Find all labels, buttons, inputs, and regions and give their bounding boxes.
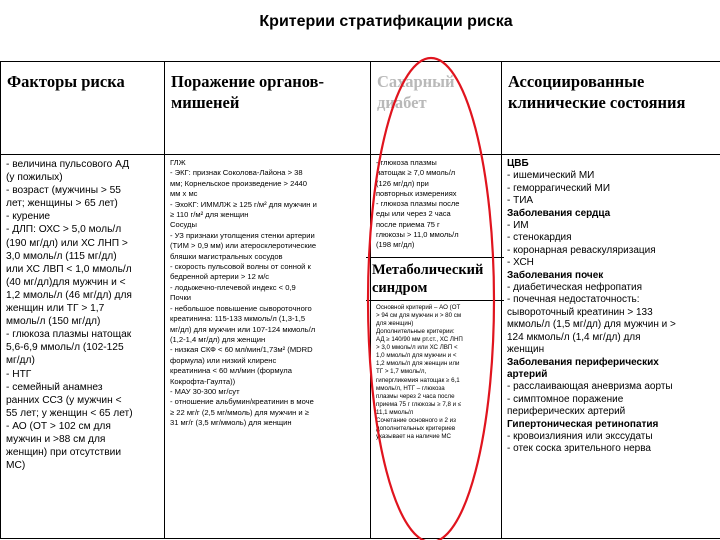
- target-organ-line: формула) или низкий клиренс: [170, 355, 277, 365]
- clinical-condition-line: - ишемический МИ: [507, 170, 595, 182]
- clinical-condition-line: сывороточный креатинин > 133: [507, 306, 653, 318]
- clinical-condition-line: - коронарная реваскуляризация: [507, 244, 656, 256]
- risk-factor-line: (у пожилых): [6, 172, 63, 184]
- risk-factor-line: лет; женщины > 65 лет): [6, 198, 118, 210]
- risk-factor-line: - ДЛП: ОХС > 5,0 моль/л: [6, 224, 122, 236]
- header-target-organs: Поражение органов-мишеней: [171, 72, 324, 112]
- metabolic-criterion-line: ммоль/л, НТГ – глюкоза: [376, 384, 445, 392]
- risk-factor-line: 5,6-6,9 ммоль/л (102-125: [6, 342, 124, 354]
- risk-factor-line: 55 лет; у женщин < 65 лет): [6, 407, 133, 419]
- clinical-condition-line: Гипертоническая ретинопатия: [507, 418, 659, 430]
- metabolic-criterion-line: 1,0 ммоль/л для мужчин и <: [376, 352, 457, 360]
- target-organ-line: 31 мг/г (3,5 мг/ммоль) для женщин: [170, 418, 292, 428]
- risk-factor-line: - величина пульсового АД: [6, 159, 130, 170]
- target-organ-line: - скорость пульсовой волны от сонной к: [170, 262, 311, 272]
- target-organ-line: - ЭКГ: признак Соколова-Лайона > 38: [170, 168, 303, 178]
- diabetes-criterion-line: глюкозы > 11,0 ммоль/л: [376, 230, 459, 240]
- target-organ-line: ГЛЖ: [170, 158, 186, 167]
- cell-diabetes: [371, 155, 502, 539]
- risk-factor-line: 1,2 ммоль/л (46 мг/дл) для: [6, 289, 132, 301]
- risk-factor-line: женщин или ТГ > 1,7: [6, 303, 105, 315]
- page-title: Критерии стратификации риска: [259, 13, 513, 30]
- clinical-condition-line: периферических артерий: [507, 406, 626, 418]
- risk-factor-line: - АО (ОТ > 102 см для: [6, 420, 111, 432]
- metabolic-criterion-line: > 94 см для мужчин и > 80 см: [376, 311, 462, 319]
- metabolic-syndrome-title: Метаболический синдром: [372, 261, 484, 296]
- clinical-condition-line: - геморрагический МИ: [507, 182, 611, 194]
- diabetes-criterion-line: после приема 75 г: [376, 219, 440, 229]
- header-cell-risk-factors: [1, 62, 165, 155]
- risk-factor-line: мужчин и >88 см для: [6, 433, 106, 445]
- diabetes-criterion-line: еды или через 2 часа: [376, 209, 451, 219]
- diabetes-criterion-line: - глюкоза плазмы: [376, 158, 437, 167]
- diabetes-criterion-line: (198 мг/дл): [376, 240, 415, 250]
- header-cell-diabetes: [371, 62, 502, 155]
- target-organ-line: (1,2-1,4 мг/дл) для женщин: [170, 334, 266, 344]
- target-organ-line: ≥ 110 г/м² для женщин: [170, 210, 249, 220]
- clinical-condition-line: мкмоль/л (1,5 мг/дл) для мужчин и >: [507, 319, 676, 331]
- risk-factor-line: женщин) при отсутствии: [6, 447, 122, 459]
- diabetes-criteria-list: [371, 155, 501, 251]
- metabolic-criterion-line: дополнительных критериев: [376, 425, 456, 433]
- metabolic-syndrome-box: [366, 257, 504, 301]
- clinical-condition-line: - ИМ: [507, 220, 529, 232]
- target-organ-line: креатинина: 115-133 мкмоль/л (1,3-1,5: [170, 314, 306, 324]
- diabetes-criterion-line: - глюкоза плазмы после: [376, 199, 460, 209]
- cell-target-organs: [165, 155, 371, 539]
- risk-factor-line: ммоль/л (150 мг/дл): [6, 316, 101, 328]
- metabolic-criterion-line: гипергликемия натощак ≥ 6,1: [376, 376, 460, 384]
- header-risk-factors: Факторы риска: [7, 72, 125, 91]
- header-diabetes: Сахарный диабет: [377, 72, 455, 112]
- cell-clinical-conditions: [502, 155, 720, 539]
- target-organ-line: - УЗ признаки утолщения стенки артерии: [170, 230, 315, 240]
- risk-factor-line: 3,0 ммоль/л (115 мг/дл): [6, 250, 117, 262]
- target-organs-list: [165, 155, 370, 429]
- target-organ-line: - ЭхоКГ: ИММЛЖ ≥ 125 г/м² для мужчин и: [170, 199, 317, 209]
- target-organ-line: мм х мс: [170, 189, 198, 199]
- clinical-condition-line: ЦВБ: [507, 158, 529, 169]
- target-organ-line: Почки: [170, 293, 192, 303]
- metabolic-syndrome-criteria: [371, 301, 501, 442]
- clinical-condition-line: артерий: [507, 368, 548, 380]
- clinical-condition-line: - диабетическая нефропатия: [507, 282, 642, 294]
- metabolic-criterion-line: приема 75 г глюкозы ≥ 7,8 и ≤: [376, 400, 462, 408]
- clinical-condition-line: - ТИА: [507, 195, 534, 207]
- clinical-condition-line: - расслаивающая аневризма аорты: [507, 381, 673, 393]
- risk-criteria-table: [0, 61, 720, 539]
- clinical-condition-line: Заболевания сердца: [507, 207, 611, 219]
- risk-factor-line: - возраст (мужчины > 55: [6, 185, 121, 197]
- cell-risk-factors: [1, 155, 165, 539]
- target-organ-line: - низкая СКФ < 60 мл/мин/1,73м² (MDRD: [170, 345, 313, 355]
- header-clinical-conditions: Ассоциированные клинические состояния: [508, 72, 686, 112]
- risk-factor-line: (40 мг/дл)для мужчин и <: [6, 276, 126, 288]
- risk-factor-line: мг/дл): [6, 355, 35, 367]
- clinical-condition-line: - отек соска зрительного нерва: [507, 443, 651, 455]
- diabetes-criterion-line: (126 мг/дл) при: [376, 178, 429, 188]
- risk-factor-line: - НТГ: [6, 368, 32, 380]
- header-cell-clinical-conditions: [502, 62, 720, 155]
- target-organ-line: Кокрофта-Гаулта)): [170, 376, 236, 386]
- metabolic-criterion-line: АД ≥ 140/90 мм рт.ст., ХС ЛНП: [376, 336, 463, 344]
- clinical-condition-line: - симптомное поражение: [507, 393, 624, 405]
- clinical-condition-line: - кровоизлияния или экссудаты: [507, 430, 653, 442]
- header-cell-target-organs: [165, 62, 371, 155]
- metabolic-criterion-line: 1,2 ммоль/л для женщин или: [376, 360, 460, 368]
- target-organ-line: - небольшое повышение сывороточного: [170, 303, 312, 313]
- target-organ-line: - МАУ 30-300 мг/сут: [170, 386, 240, 396]
- metabolic-criterion-line: плазмы через 2 часа после: [376, 392, 455, 400]
- target-organ-line: креатинина < 60 мл/мин (формула: [170, 366, 292, 376]
- clinical-condition-line: Заболевания почек: [507, 269, 604, 281]
- metabolic-criterion-line: указывает на наличие МС: [376, 433, 452, 441]
- metabolic-criterion-line: Сочетание основного и 2 из: [376, 416, 456, 424]
- risk-factor-line: - глюкоза плазмы натощак: [6, 329, 132, 341]
- header-row: [1, 62, 720, 155]
- diabetes-criterion-line: натощак ≥ 7,0 ммоль/л: [376, 168, 456, 178]
- target-organ-line: - отношение альбумин/креатинин в моче: [170, 397, 314, 407]
- clinical-condition-line: - почечная недостаточность:: [507, 294, 640, 306]
- clinical-condition-line: 124 мкмоль/л (1,4 мг/дл) для: [507, 331, 641, 343]
- risk-factor-line: или ХС ЛВП < 1,0 ммоль/л: [6, 263, 132, 275]
- risk-factor-line: - семейный анамнез: [6, 381, 103, 393]
- risk-factor-line: (190 мг/дл) или ХС ЛНП >: [6, 237, 128, 249]
- metabolic-criterion-line: для женщин): [376, 319, 414, 327]
- clinical-condition-line: женщин: [507, 344, 545, 356]
- target-organ-line: (ТИМ > 0,9 мм) или атеросклеротические: [170, 241, 317, 251]
- target-organ-line: бедренной артерии > 12 м/с: [170, 272, 270, 282]
- target-organ-line: - лодыжечно-плечевой индекс < 0,9: [170, 282, 296, 292]
- risk-factors-list: [1, 155, 164, 472]
- metabolic-criterion-line: Основной критерий – АО (ОТ: [376, 303, 461, 311]
- metabolic-criterion-line: 11,1 ммоль/л: [376, 408, 414, 416]
- target-organ-line: Сосуды: [170, 220, 197, 230]
- clinical-conditions-list: [502, 155, 720, 456]
- metabolic-criterion-line: Дополнительные критерии:: [376, 327, 455, 335]
- target-organ-line: мм; Корнельское произведение > 2440: [170, 178, 307, 188]
- clinical-condition-line: - ХСН: [507, 257, 534, 269]
- metabolic-criterion-line: ТГ > 1,7 ммоль/л,: [376, 368, 427, 376]
- target-organ-line: ≥ 22 мг/г (2,5 мг/ммоль) для мужчин и ≥: [170, 407, 309, 417]
- content-row: [1, 155, 720, 539]
- clinical-condition-line: Заболевания периферических: [507, 356, 659, 368]
- risk-factor-line: - курение: [6, 211, 51, 223]
- clinical-condition-line: - стенокардия: [507, 232, 572, 244]
- metabolic-criterion-line: > 3,0 ммоль/л или ХС ЛВП <: [376, 344, 458, 352]
- risk-factor-line: МС): [6, 460, 26, 472]
- target-organ-line: мг/дл) для мужчин или 107-124 мкмоль/л: [170, 324, 316, 334]
- risk-factor-line: ранних ССЗ (у мужчин <: [6, 394, 122, 406]
- diabetes-criterion-line: повторных измерениях: [376, 188, 457, 198]
- target-organ-line: бляшки магистральных сосудов: [170, 251, 283, 261]
